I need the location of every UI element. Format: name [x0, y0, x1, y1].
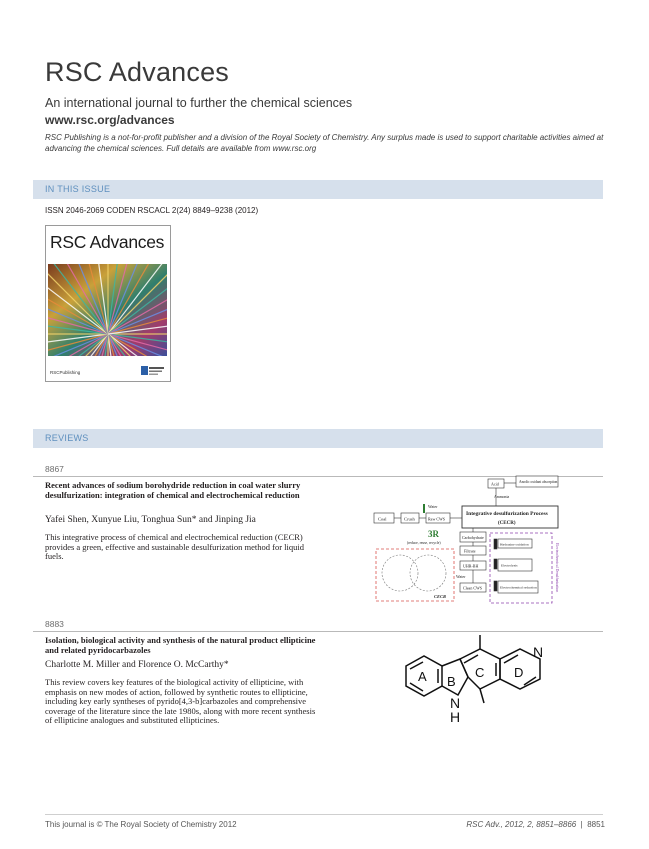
ellipticine-structure [390, 633, 570, 728]
ring-label: D [514, 665, 524, 680]
footer-copyright: This journal is © The Royal Society of Chemistry 2012 [45, 820, 237, 829]
diagram-label: Anodic oxidant absorption [519, 480, 558, 484]
diagram-label: Hydrazine oxidation [500, 542, 529, 547]
diagram-label: (reduce, reuse, recycle) [407, 541, 441, 545]
diagram-label: Water [456, 574, 466, 579]
journal-title: RSC Advances [45, 57, 229, 87]
diagram-label: Crush [404, 516, 415, 522]
reviews-bar [33, 429, 603, 448]
atom-label: N [533, 644, 544, 660]
footer-page-number: 8851 [587, 820, 605, 829]
diagram-label: (CECR) [498, 521, 516, 526]
journal-cover[interactable] [45, 225, 171, 382]
ring-label: A [418, 669, 427, 684]
diagram-label: Integrative desulfurization Process [466, 511, 548, 517]
cover-publisher: RSCPublishing [50, 370, 81, 375]
diagram-label: Coal [378, 516, 387, 522]
diagram-label: UHR-BH [463, 563, 479, 569]
diagram-label: Electrochemical Desulfurization [555, 543, 559, 593]
atom-label: H [450, 709, 461, 725]
ring-label: C [475, 665, 485, 680]
review-title[interactable]: Recent advances of sodium borohydride reduction in coal water slurry desulfurization: integration of chemical and electrochemical reduction [45, 480, 301, 500]
cover-title: RSC Advances [50, 232, 165, 252]
footer-rule [45, 814, 603, 815]
diagram-label: Acid [491, 481, 499, 487]
review-abstract: This integrative process of chemical and electrochemical reduction (CECR) provides a green, effective and sustainable desulfurization method for liquid fuels. [45, 532, 305, 562]
review-abstract: This review covers key features of the biological activity of ellipticine, with emphasis on new modes of action, followed by synthetic routes to ellipticine, including key early syntheses of pyrido[4,3-b]carbazoles and comprehensive coverage of the literature since the late 1980s, along with more recent synthesis of ellipticine analogues and substituted ellipticines. [45, 677, 316, 726]
issn-line: ISSN 2046-2069 CODEN RSCACL 2(24) 8849–9238 (2012) [45, 206, 259, 215]
footer-citation-ref: RSC Adv., 2012, 2, 8851–8866 [466, 820, 577, 829]
diagram-label: Filtrate [464, 548, 476, 554]
cecr-process-diagram [370, 473, 590, 608]
review-authors: Charlotte M. Miller and Florence O. McCarthy* [45, 660, 229, 670]
diagram-label: Carbohydrate [462, 535, 484, 540]
diagram-label: Clean CWS [463, 585, 482, 591]
review-title[interactable]: Isolation, biological activity and synthesis of the natural product ellipticine and related pyridocarbazoles [45, 635, 316, 655]
diagram-label: Electrochemical reduction [500, 585, 537, 590]
atom-label: N [450, 695, 461, 711]
diagram-label: 3R [428, 529, 439, 539]
diagram-label: CECR [434, 594, 447, 599]
diagram-label: Ammonia [494, 495, 510, 499]
in-this-issue-bar [33, 180, 603, 199]
review-page-number: 8867 [45, 464, 64, 474]
diagram-label: Water [428, 504, 438, 509]
cover-artwork [48, 264, 167, 356]
publisher-note: RSC Publishing is a not-for-profit publisher and a division of the Royal Society of Chemistry. Any surplus made is used to support charitable activities aimed at advancing the chemical sciences. Full details are available from www.rsc.org [45, 133, 604, 153]
society-logo-icon [141, 365, 165, 377]
journal-url[interactable]: www.rsc.org/advances [45, 113, 175, 127]
review-separator [33, 631, 603, 632]
ring-label: B [447, 674, 456, 689]
footer-citation: RSC Adv., 2012, 2, 8851–8866 | 8851 [466, 820, 605, 829]
review-page-number: 8883 [45, 619, 64, 629]
in-this-issue-heading: IN THIS ISSUE [45, 184, 111, 194]
diagram-label: Electrolysis [501, 563, 518, 568]
review-authors: Yafei Shen, Xunyue Liu, Tonghua Sun* and Jinping Jia [45, 515, 256, 525]
reviews-heading: REVIEWS [45, 433, 89, 443]
diagram-label: Raw CWS [428, 516, 445, 522]
journal-tagline: An international journal to further the chemical sciences [45, 96, 353, 110]
